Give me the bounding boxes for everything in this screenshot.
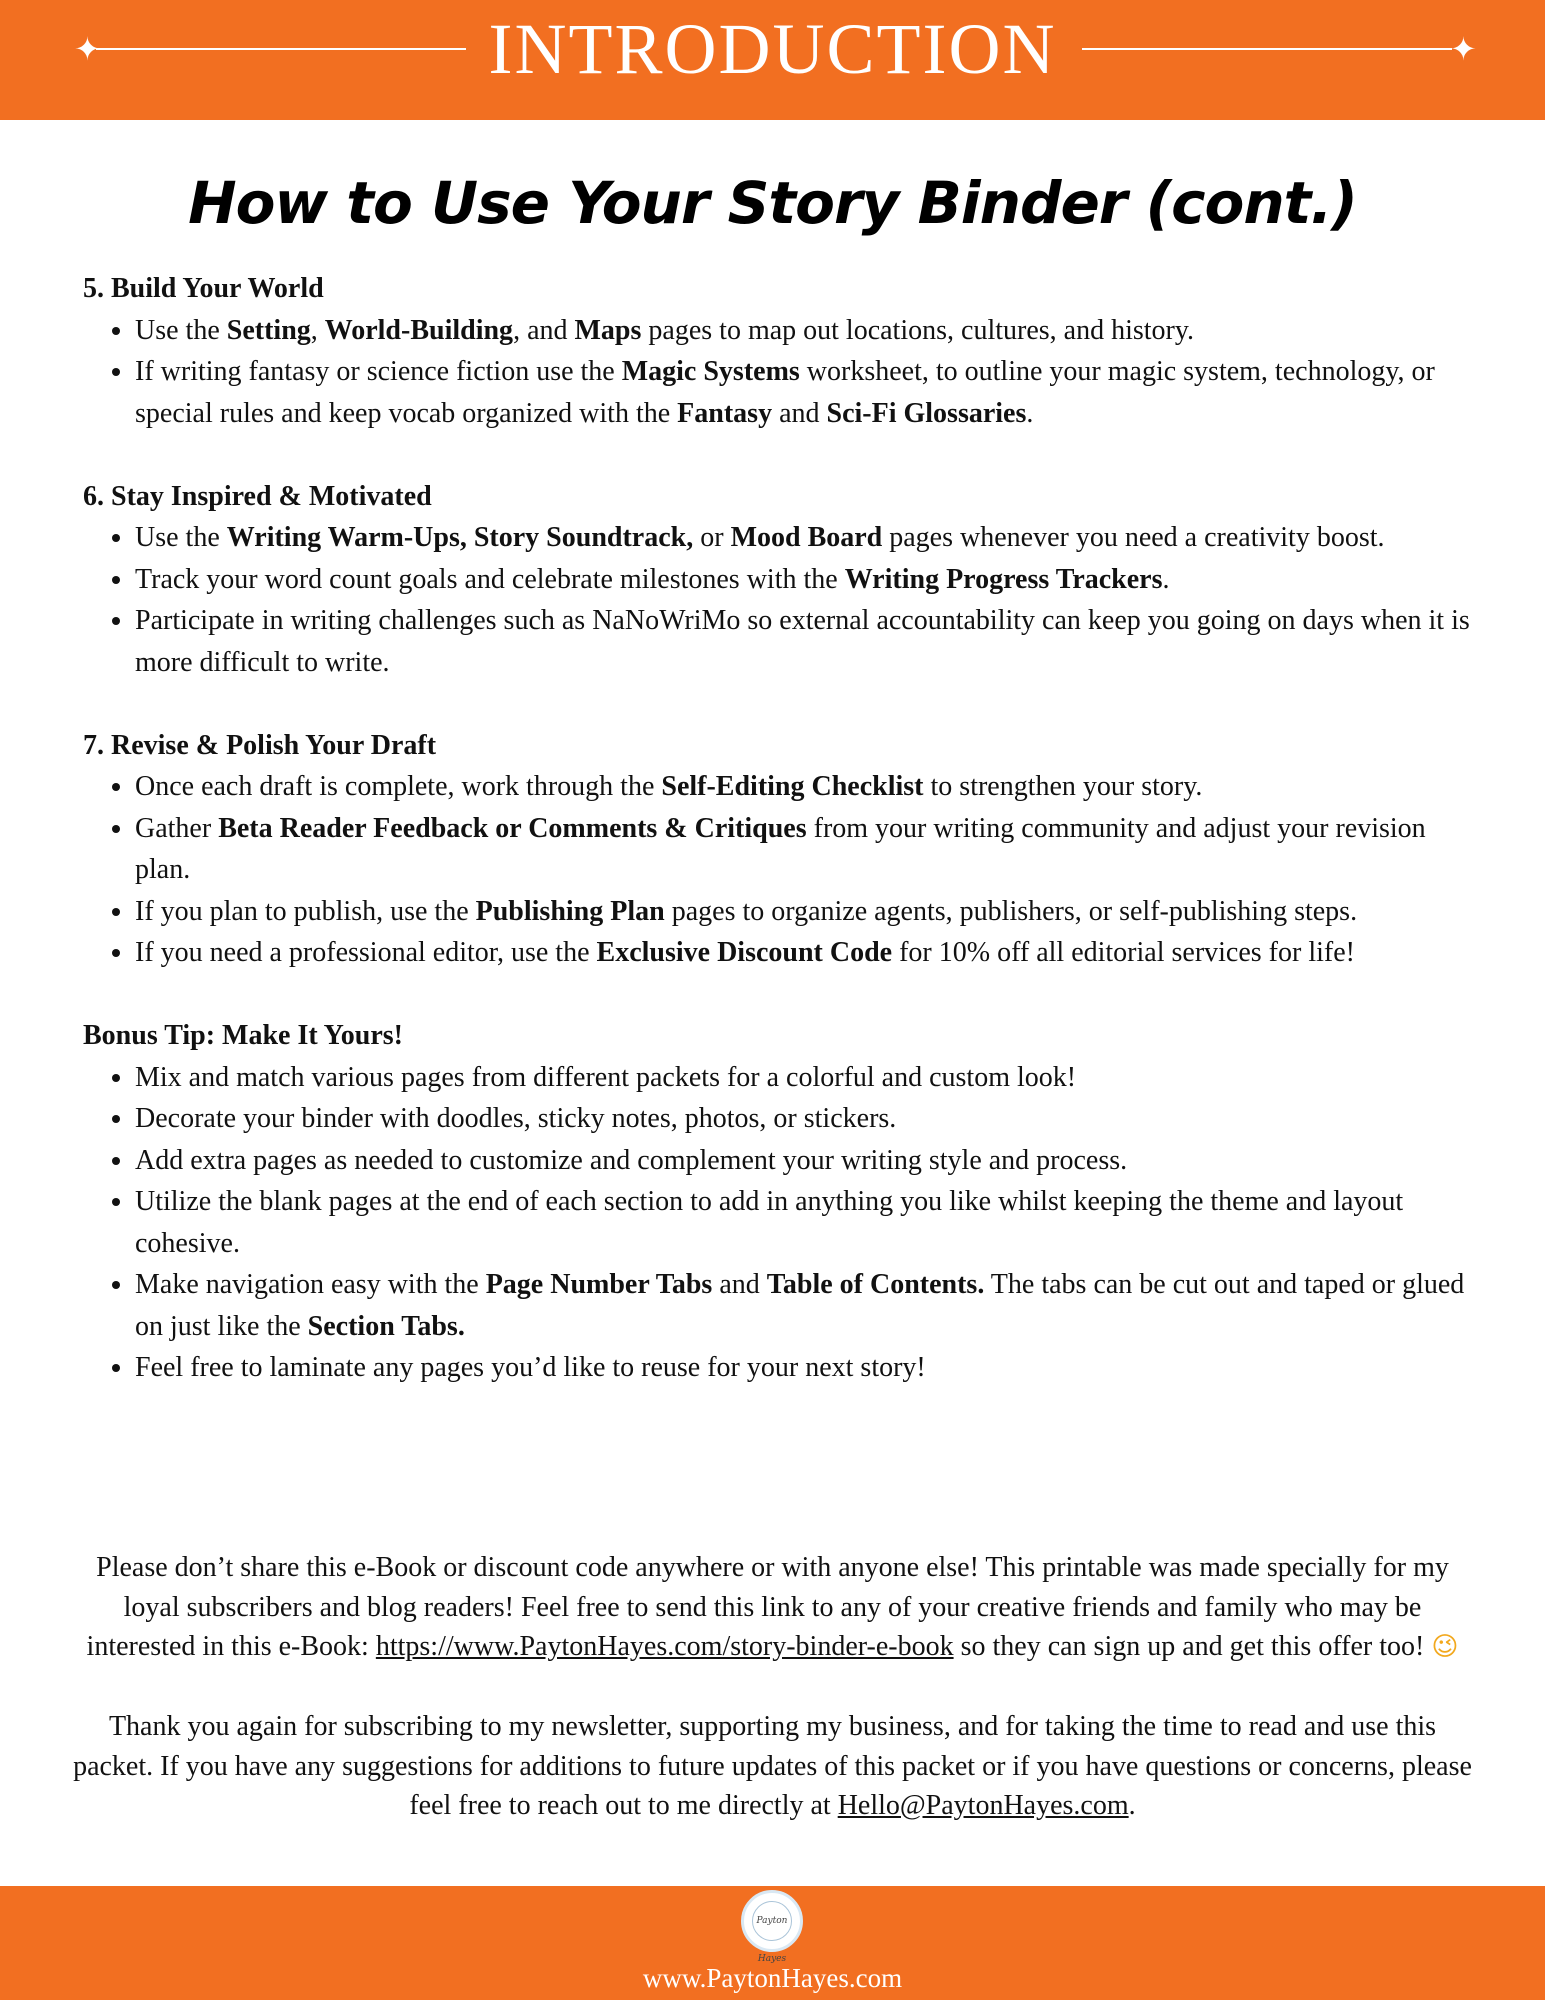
bold-term: Writing Warm-Ups, Story Soundtrack,	[226, 522, 694, 553]
footer-website-link[interactable]: www.PaytonHayes.com	[642, 1963, 903, 1993]
bold-term: Table of Contents.	[766, 1269, 985, 1300]
bullet-item	[135, 600, 1483, 683]
bullet-text: to strengthen your story.	[923, 771, 1203, 802]
bullet-text: The tabs can be cut out and taped or glued on just like the	[135, 1269, 1465, 1342]
share-notice	[70, 1548, 1475, 1668]
bold-term: Section Tabs.	[307, 1310, 465, 1342]
bullet-item	[135, 766, 1483, 808]
bold-term: Magic Systems	[621, 356, 800, 387]
section-heading: 5. Build Your World	[83, 273, 324, 304]
bold-term: Mood Board	[730, 522, 883, 553]
bullet-text: , and	[513, 314, 575, 346]
bullet-text: pages to map out locations, cultures, and history.	[641, 314, 1195, 346]
bullet-text: Feel free to laminate any pages you’d like to reuse for your next story!	[135, 1352, 926, 1383]
bullet-text: worksheet, to outline your magic system, technology, or special rules and keep vocab organized with the	[135, 356, 1435, 429]
e-book-link[interactable]: https://www.PaytonHayes.com/story-binder-e-book	[375, 1631, 954, 1662]
wink-emoji-icon: 😉	[1431, 1632, 1459, 1662]
bold-term: Sci-Fi Glossaries	[826, 397, 1027, 429]
bullet-item	[135, 932, 1483, 974]
thank-you-text-end: .	[1128, 1790, 1136, 1821]
section-heading: Bonus Tip: Make It Yours!	[83, 1020, 404, 1051]
bullet-text: Track your word count goals and celebrate milestones with the	[135, 563, 845, 595]
bullet-text: Participate in writing challenges such as NaNoWriMo so external accountability can keep you going on days when it is more difficult to write.	[135, 605, 1470, 678]
sparkle-icon: ✦	[74, 30, 101, 68]
bold-term: Maps	[574, 314, 642, 346]
bullet-text: Mix and match various pages from different packets for a colorful and custom look!	[135, 1061, 1077, 1093]
bullet-text: If writing fantasy or science fiction use the	[135, 356, 622, 387]
bullet-item	[135, 891, 1483, 933]
bullet-item	[135, 1264, 1483, 1347]
bullet-text: Make navigation easy with the	[135, 1269, 486, 1300]
bullet-item	[135, 808, 1483, 891]
bullet-text: from your writing community and adjust your revision plan.	[135, 812, 1426, 885]
share-notice-text: Please don’t share this e-Book or discount code anywhere or with anyone else! This printable was made specially for my loyal subscribers and blog readers! Feel free to send this link to any of your creative friends and family who may be interested in this e-Book:	[86, 1552, 1449, 1662]
bold-term: World-Building	[324, 314, 514, 346]
email-link[interactable]: Hello@PaytonHayes.com	[837, 1790, 1129, 1821]
bullet-text: pages to organize agents, publishers, or self-publishing steps.	[664, 895, 1358, 927]
bold-term: Page Number Tabs	[485, 1269, 713, 1300]
bullet-item	[135, 351, 1483, 434]
brand-logo	[741, 1890, 803, 1964]
instructions-body	[83, 268, 1483, 1430]
bullet-item	[135, 559, 1483, 601]
bullet-text: or	[693, 522, 731, 553]
sparkle-icon: ✦	[1450, 30, 1477, 68]
thank-you-note	[70, 1707, 1475, 1826]
bullet-item	[135, 1181, 1483, 1264]
bullet-text: Decorate your binder with doodles, sticky notes, photos, or stickers.	[135, 1103, 897, 1134]
header-title: INTRODUCTION	[488, 9, 1057, 89]
logo-text: Payton Hayes	[752, 1901, 792, 1941]
bullet-text: .	[1026, 397, 1034, 429]
bold-term: Exclusive Discount Code	[596, 937, 893, 968]
section-heading: 6. Stay Inspired & Motivated	[83, 480, 432, 512]
bullet-item	[135, 1347, 1483, 1389]
bullet-item	[135, 310, 1483, 352]
bullet-text: ,	[310, 314, 325, 346]
bullet-text: Gather	[135, 812, 219, 844]
bold-term: Self-Editing Checklist	[661, 771, 924, 802]
share-notice-text-end: so they can sign up and get this offer too!	[953, 1631, 1432, 1662]
section	[83, 268, 1483, 434]
thank-you-text: Thank you again for subscribing to my newsletter, supporting my business, and for taking the time to read and use this packet. If you have any suggestions for additions to future updates of this packet or if you have questions or concerns, please feel free to reach out to me directly at	[73, 1711, 1472, 1821]
bullet-text: Once each draft is complete, work through the	[135, 771, 662, 802]
bold-term: Fantasy	[677, 397, 773, 429]
bullet-text: and	[772, 397, 827, 429]
bullet-item	[135, 517, 1483, 559]
section	[83, 725, 1483, 974]
bullet-text: Use the	[135, 314, 227, 346]
bullet-item	[135, 1057, 1483, 1099]
bullet-list	[83, 310, 1483, 435]
bullet-text: Add extra pages as needed to customize and complement your writing style and process.	[135, 1144, 1128, 1176]
section	[83, 1015, 1483, 1389]
bullet-text: .	[1162, 563, 1170, 595]
bullet-text: for 10% off all editorial services for life!	[892, 937, 1355, 968]
bullet-text: Use the	[135, 522, 227, 553]
bold-term: Writing Progress Trackers	[844, 563, 1163, 595]
bullet-list	[83, 517, 1483, 683]
bullet-text: pages whenever you need a creativity boost.	[882, 522, 1385, 553]
bold-term: Publishing Plan	[475, 895, 665, 927]
bullet-list	[83, 1057, 1483, 1389]
bullet-text: If you need a professional editor, use the	[135, 937, 597, 968]
bullet-item	[135, 1098, 1483, 1140]
closing-notes	[70, 1548, 1475, 1865]
bullet-list	[83, 766, 1483, 974]
section	[83, 476, 1483, 684]
bullet-item	[135, 1140, 1483, 1182]
bullet-text: Utilize the blank pages at the end of each section to add in anything you like whilst keeping the theme and layout cohesive.	[135, 1186, 1404, 1259]
bold-term: Setting	[226, 314, 311, 346]
bold-term: Beta Reader Feedback or Comments & Critiques	[218, 812, 807, 844]
page-title: How to Use Your Story Binder (cont.)	[188, 169, 1357, 237]
section-heading: 7. Revise & Polish Your Draft	[83, 729, 437, 761]
bullet-text: and	[712, 1269, 767, 1300]
bullet-text: If you plan to publish, use the	[135, 895, 476, 927]
